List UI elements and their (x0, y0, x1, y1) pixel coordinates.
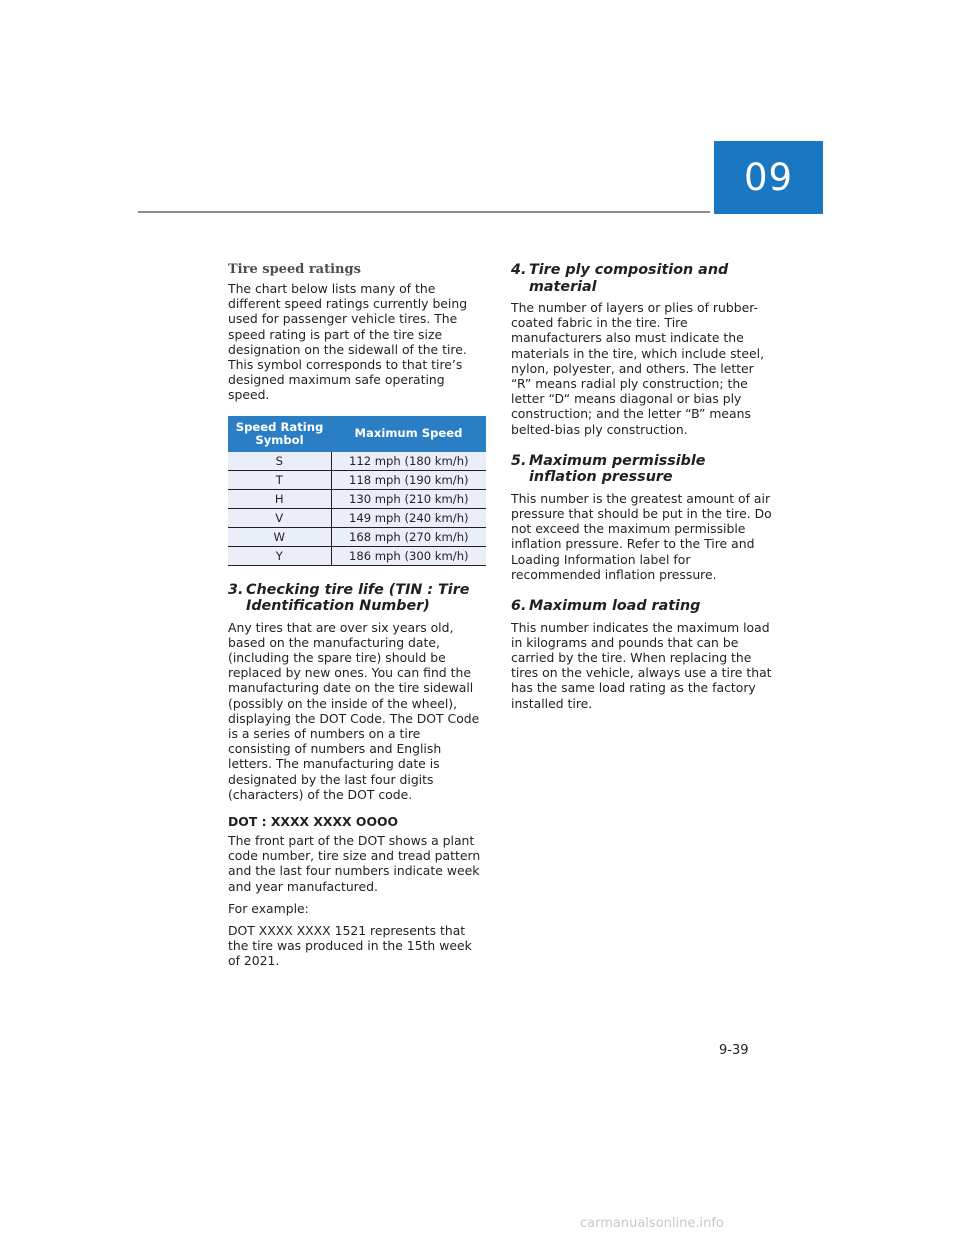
section-title: Maximum load rating (529, 598, 701, 615)
table-row (228, 527, 486, 546)
section-6-body: This number indicates the maximum load in kilograms and pounds that can be carried by the tire. When replacing the tires on the vehicle, always use a tire that has the same load rating as the factory installed tire. (511, 619, 772, 711)
right-column (511, 262, 773, 718)
speed-symbol-cell: H (228, 489, 331, 508)
speed-symbol-cell: Y (228, 546, 331, 565)
watermark: carmanualsonline.info (580, 1216, 724, 1231)
section-4-body: The number of layers or plies of rubber-coated fabric in the tire. Tire manufacturers also must indicate the materials in the tire, which include steel, nylon, polyester, and others. The letter “R” means radial ply construction; the letter “D“ means diagonal or bias ply construction; and the letter “B” means belted-bias ply construction. (511, 300, 765, 437)
section-5-body: This number is the greatest amount of air pressure that should be put in the tire. Do not exceed the maximum permissible inflation pressure. Refer to the Tire and Loading Information label for recommended inflation pressure. (511, 490, 772, 582)
dot-code-body: The front part of the DOT shows a plant code number, tire size and tread pattern and the last four numbers indicate week and year manufactured. (228, 833, 481, 894)
section-3-heading (228, 582, 486, 615)
max-speed-cell: 112 mph (180 km/h) (331, 452, 486, 471)
speed-rating-table (228, 416, 486, 566)
chapter-tab (714, 141, 823, 214)
speed-symbol-cell: V (228, 508, 331, 527)
section-3-body: Any tires that are over six years old, based on the manufacturing date, (including the spare tire) should be replaced by new ones. You can find the manufacturing date on the tire sidewall (possibly on the inside of the wheel), displaying the DOT Code. The DOT Code is a series of numbers on a tire consisting of numbers and English letters. The manufacturing date is designated by the last four digits (characters) of the DOT code. (228, 619, 480, 802)
section-4-heading (511, 262, 773, 295)
section-number: 4. (511, 262, 527, 278)
speed-symbol-cell: W (228, 527, 331, 546)
chapter-number: 09 (743, 156, 794, 199)
section-number: 5. (511, 452, 527, 469)
section-title: Checking tire life (TIN : Tire Identification Number) (246, 581, 470, 615)
example-label: For example: (228, 900, 309, 916)
speed-symbol-cell: S (228, 452, 331, 471)
section-number: 3. (228, 581, 244, 598)
section-6-heading (511, 598, 773, 615)
table-row (228, 470, 486, 489)
table-row (228, 546, 486, 565)
left-column (228, 262, 486, 976)
section-title: Maximum permissible inflation pressure (529, 452, 706, 486)
table-header-row (228, 416, 486, 452)
max-speed-cell: 149 mph (240 km/h) (331, 508, 486, 527)
max-speed-cell: 118 mph (190 km/h) (331, 470, 486, 489)
table-row (228, 452, 486, 471)
max-speed-cell: 186 mph (300 km/h) (331, 546, 486, 565)
table-row (228, 508, 486, 527)
section-number: 6. (511, 598, 527, 615)
table-row (228, 489, 486, 508)
column-header-symbol: Speed Rating Symbol (228, 416, 331, 452)
section-5-heading (511, 453, 773, 486)
page-number: 9-39 (719, 1043, 749, 1058)
example-body: DOT XXXX XXXX 1521 represents that the tire was produced in the 15th week of 2021. (228, 923, 472, 969)
column-header-max-speed: Maximum Speed (331, 416, 486, 452)
dot-code-format: DOT : XXXX XXXX OOOO (228, 814, 399, 830)
max-speed-cell: 168 mph (270 km/h) (331, 527, 486, 546)
speed-ratings-body: The chart below lists many of the different speed ratings currently being used for passenger vehicle tires. The speed rating is part of the tire size designation on the sidewall of the tire. This symbol corresponds to that tire’s designed maximum safe operating speed. (228, 281, 468, 403)
speed-ratings-title: Tire speed ratings (228, 262, 361, 277)
chapter-divider (138, 211, 710, 213)
max-speed-cell: 130 mph (210 km/h) (331, 489, 486, 508)
speed-symbol-cell: T (228, 470, 331, 489)
section-title: Tire ply composition and material (529, 262, 729, 295)
